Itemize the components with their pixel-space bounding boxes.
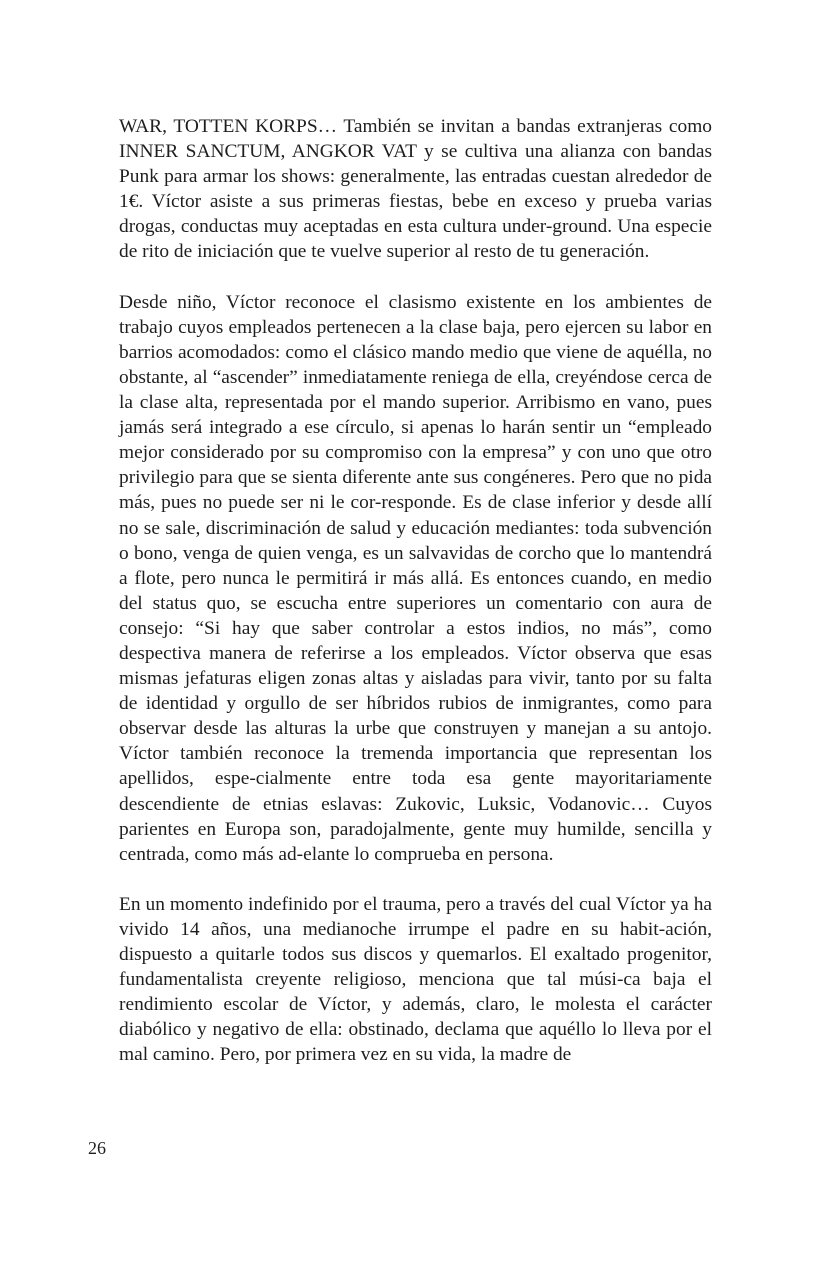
paragraph-2: Desde niño, Víctor reconoce el clasismo existente en los ambientes de trabajo cuyos empleados pertenecen a la clase baja, pero ejercen su labor en barrios acomodados: como el clásico mando medio que viene de aquélla, no obstante, al “ascender” inmediatamente reniega de ella, creyéndose cerca de la clase alta, representada por el mando superior. Arribismo en vano, pues jamás será integrado a ese círculo, si apenas lo harán sentir un “empleado mejor considerado por su compromiso con la empresa” y con uno que otro privilegio para que se sienta diferente ante sus congéneres. Pero que no pida más, pues no puede ser ni le cor-responde. Es de clase inferior y desde allí no se sale, discriminación de salud y educación mediantes: toda subvención o bono, venga de quien venga, es un salvavidas de corcho que lo mantendrá a flote, pero nunca le permitirá ir más allá. Es entonces cuando, en medio del status quo, se escucha entre superiores un comentario con aura de consejo: “Si hay que saber controlar a estos indios, no más”, como despectiva manera de referirse a los empleados. Víctor observa que esas mismas jefaturas eligen zonas altas y aisladas para vivir, tanto por su falta de identidad y orgullo de ser híbridos rubios de inmigrantes, como para observar desde las alturas la urbe que construyen y manejan a su antojo. Víctor también reconoce la tremenda importancia que representan los apellidos, espe-cialmente entre toda esa gente mayoritariamente descendiente de etnias eslavas: Zukovic, Luksic, Vodanovic… Cuyos parientes en Europa son, paradojalmente, gente muy humilde, sencilla y centrada, como más ad-elante lo comprueba en persona. <box>119 291 712 865</box>
page-number: 26 <box>88 1138 106 1158</box>
paragraph-spacer <box>119 265 712 290</box>
paragraph-3: En un momento indefinido por el trauma, pero a través del cual Víctor ya ha vivido 14 años, una medianoche irrumpe el padre en su habit-ación, dispuesto a quitarle todos sus discos y quemarlos. El exaltado progenitor, fundamentalista creyente religioso, menciona que tal músi-ca baja el rendimiento escolar de Víctor, y además, claro, le molesta el carácter diabólico y negativo de ella: obstinado, declama que aquéllo lo lleva por el mal camino. Pero, por primera vez en su vida, la madre de <box>119 893 712 1066</box>
paragraph-spacer <box>119 867 712 892</box>
paragraph-1: WAR, TOTTEN KORPS… También se invitan a bandas extranjeras como INNER SANCTUM, ANGKOR VAT y se cultiva una alianza con bandas Punk para armar los shows: generalmente, las entradas cuestan alrededor de 1€. Víctor asiste a sus primeras fiestas, bebe en exceso y prueba varias drogas, conductas muy aceptadas en esta cultura under-ground. Una especie de rito de iniciación que te vuelve superior al resto de tu generación. <box>119 116 712 263</box>
body-text <box>119 114 712 1068</box>
